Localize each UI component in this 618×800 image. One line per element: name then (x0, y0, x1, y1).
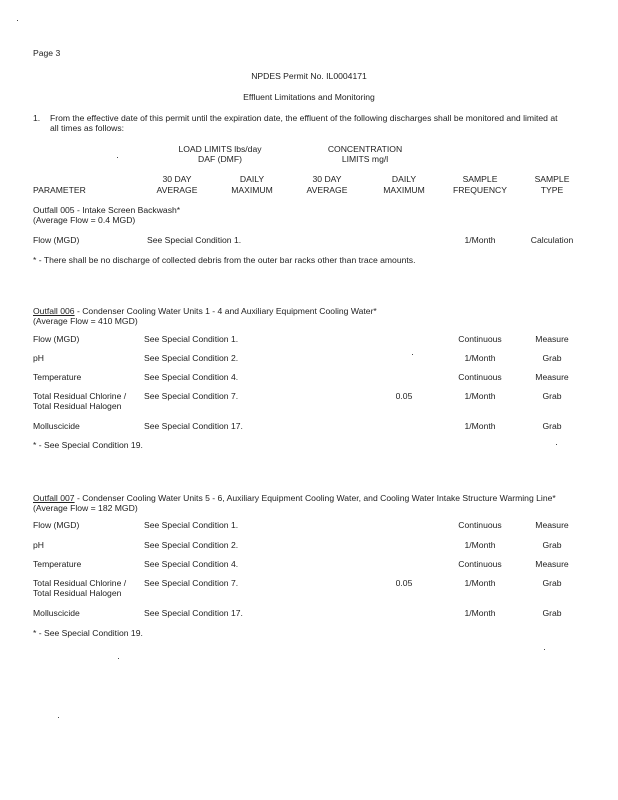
section-title: Effluent Limitations and Monitoring (243, 92, 375, 102)
parameter-header: PARAMETER (33, 185, 86, 195)
concentration-header: CONCENTRATION (327, 144, 403, 154)
row-parameter-continued: Total Residual Halogen (33, 401, 122, 411)
outfall-007-number: Outfall 007 (33, 493, 75, 503)
row-parameter: Flow (MGD) (33, 334, 80, 344)
row-parameter: Flow (MGD) (33, 235, 80, 245)
row-conc-daily-max: 0.05 (395, 578, 413, 588)
scan-speck (58, 717, 59, 718)
outfall-006-title (33, 306, 377, 316)
row-frequency: 1/Month (464, 235, 496, 245)
type-subheader: TYPE (540, 185, 564, 195)
row-parameter: Total Residual Chlorine / (33, 391, 127, 401)
row-condition: See Special Condition 4. (144, 372, 239, 382)
row-conc-daily-max: 0.05 (395, 391, 413, 401)
row-condition: See Special Condition 2. (144, 353, 239, 363)
row-frequency: Continuous (458, 520, 502, 530)
row-condition: See Special Condition 1. (147, 235, 242, 245)
type-header: SAMPLE (534, 174, 570, 184)
row-condition: See Special Condition 17. (144, 608, 243, 618)
page-label: Page 3 (33, 48, 61, 58)
row-type: Measure (535, 334, 569, 344)
conc-daily-subheader: MAXIMUM (383, 185, 425, 195)
row-type: Measure (535, 559, 569, 569)
row-condition: See Special Condition 1. (144, 334, 239, 344)
row-frequency: 1/Month (464, 608, 496, 618)
outfall-007-description: - Condenser Cooling Water Units 5 - 6, Auxiliary Equipment Cooling Water, and Cooling Water Intake Structure Warming Line* (74, 493, 556, 503)
row-type: Grab (542, 608, 562, 618)
row-parameter: Molluscicide (33, 608, 80, 618)
conc-30day-header: 30 DAY (312, 174, 342, 184)
outfall-006-number: Outfall 006 (33, 306, 75, 316)
row-condition: See Special Condition 17. (144, 421, 243, 431)
outfall-007-footnote: * - See Special Condition 19. (33, 628, 143, 638)
load-daily-subheader: MAXIMUM (231, 185, 273, 195)
row-condition: See Special Condition 1. (144, 520, 239, 530)
scan-speck (556, 444, 557, 445)
concentration-subheader: LIMITS mg/l (341, 154, 389, 164)
row-frequency: 1/Month (464, 353, 496, 363)
row-frequency: Continuous (458, 334, 502, 344)
load-30day-header: 30 DAY (162, 174, 192, 184)
load-limits-subheader: DAF (DMF) (198, 154, 242, 164)
load-daily-header: DAILY (239, 174, 265, 184)
row-condition: See Special Condition 7. (144, 391, 239, 401)
row-frequency: 1/Month (464, 540, 496, 550)
row-type: Grab (542, 540, 562, 550)
scan-speck (17, 20, 18, 21)
row-type: Calculation (530, 235, 574, 245)
outfall-006-flow-note: (Average Flow = 410 MGD) (33, 316, 138, 326)
scan-speck (117, 157, 118, 158)
row-frequency: Continuous (458, 372, 502, 382)
row-frequency: 1/Month (464, 578, 496, 588)
outfall-006-footnote: * - See Special Condition 19. (33, 440, 143, 450)
row-parameter: Molluscicide (33, 421, 80, 431)
row-condition: See Special Condition 7. (144, 578, 239, 588)
row-parameter: Temperature (33, 559, 82, 569)
row-parameter: Flow (MGD) (33, 520, 80, 530)
outfall-005-title: Outfall 005 - Intake Screen Backwash* (33, 205, 181, 215)
load-limits-header: LOAD LIMITS lbs/day (178, 144, 262, 154)
intro-number: 1. (33, 113, 41, 123)
scan-speck (544, 649, 545, 650)
load-30day-subheader: AVERAGE (156, 185, 198, 195)
row-parameter: pH (33, 353, 44, 363)
scan-speck (118, 658, 119, 659)
row-frequency: 1/Month (464, 391, 496, 401)
intro-line-1: From the effective date of this permit until the expiration date, the effluent of the following discharges shall be monitored and limited at (50, 113, 558, 123)
conc-30day-subheader: AVERAGE (306, 185, 348, 195)
row-parameter: Total Residual Chlorine / (33, 578, 127, 588)
outfall-006-description: - Condenser Cooling Water Units 1 - 4 and Auxiliary Equipment Cooling Water* (74, 306, 377, 316)
row-type: Grab (542, 391, 562, 401)
row-frequency: 1/Month (464, 421, 496, 431)
row-type: Measure (535, 520, 569, 530)
outfall-005-flow-note: (Average Flow = 0.4 MGD) (33, 215, 136, 225)
frequency-subheader: FREQUENCY (453, 185, 507, 195)
row-frequency: Continuous (458, 559, 502, 569)
row-parameter: Temperature (33, 372, 82, 382)
row-type: Grab (542, 353, 562, 363)
row-parameter-continued: Total Residual Halogen (33, 588, 122, 598)
row-condition: See Special Condition 2. (144, 540, 239, 550)
conc-daily-header: DAILY (391, 174, 417, 184)
row-type: Measure (535, 372, 569, 382)
row-type: Grab (542, 421, 562, 431)
intro-line-2: all times as follows: (50, 123, 125, 133)
frequency-header: SAMPLE (462, 174, 498, 184)
row-parameter: pH (33, 540, 44, 550)
outfall-007-flow-note: (Average Flow = 182 MGD) (33, 503, 138, 513)
row-type: Grab (542, 578, 562, 588)
outfall-005-footnote: * - There shall be no discharge of collected debris from the outer bar racks other than trace amounts. (33, 255, 416, 265)
scan-speck (412, 354, 413, 355)
outfall-007-title (33, 493, 556, 503)
permit-title: NPDES Permit No. IL0004171 (251, 71, 367, 81)
row-condition: See Special Condition 4. (144, 559, 239, 569)
